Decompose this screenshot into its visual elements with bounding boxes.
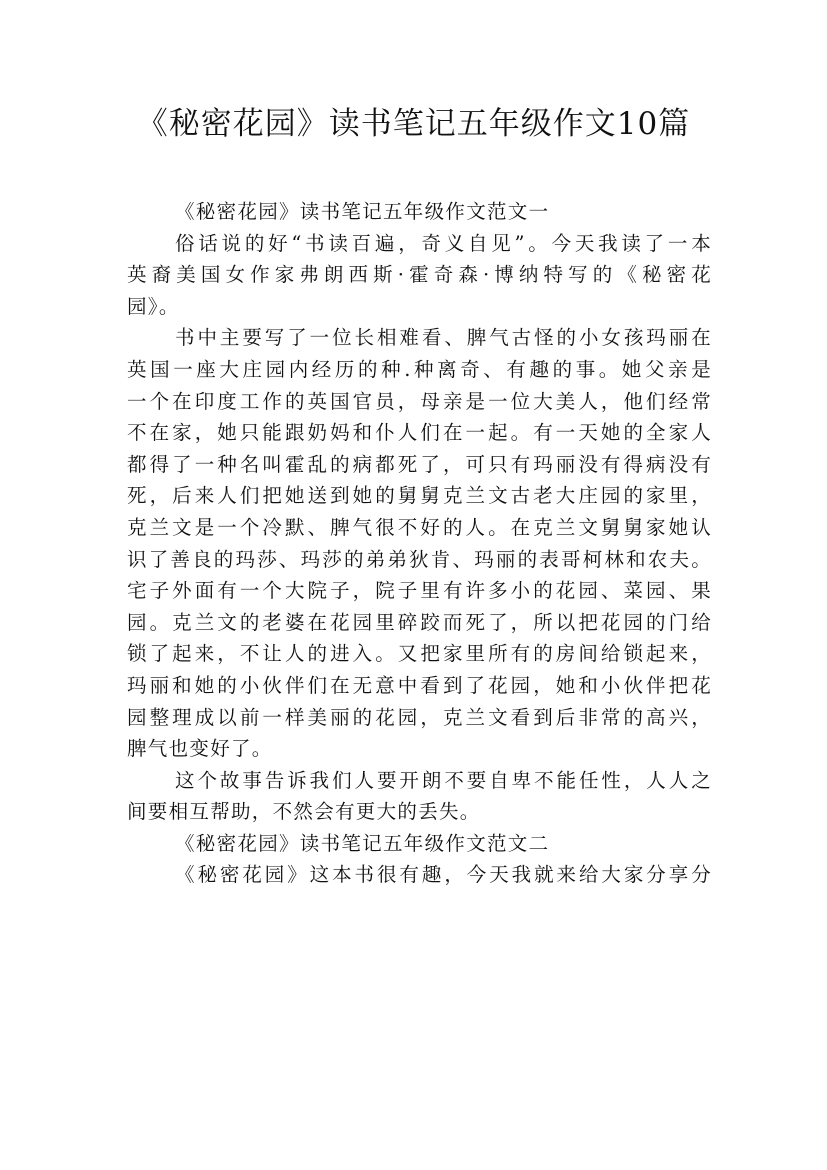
text-line: 园。克兰文的老婆在花园里碎跤而死了，所以把花园的门给 [127,610,712,634]
text-line: 俗话说的好“书读百遍，奇义自见”。今天我读了一本 [175,231,712,255]
text-line: 识了善良的玛莎、玛莎的弟弟狄肯、玛丽的表哥柯林和农夫。 [127,547,712,571]
text-line: 玛丽和她的小伙伴们在无意中看到了花园，她和小伙伴把花 [127,673,712,697]
text-line: 园》。 [127,294,180,318]
text-line: 这个故事告诉我们人要开朗不要自卑不能任性，人人之 [175,768,712,792]
section-heading: 《秘密花园》读书笔记五年级作文范文一 [175,200,550,223]
text-line: 间要相互帮助，不然会有更大的丢失。 [127,800,481,824]
text-line: 死，后来人们把她送到她的舅舅克兰文古老大庄园的家里， [127,484,712,508]
text-line: 宅子外面有一个大院子，院子里有许多小的花园、菜园、果 [127,579,712,603]
text-line: 脾气也变好了。 [127,737,273,761]
document-body [127,196,712,891]
text-line: 不在家，她只能跟奶妈和仆人们在一起。有一天她的全家人 [127,421,712,445]
text-line: 锁了起来，不让人的进入。又把家里所有的房间给锁起来， [127,642,712,666]
text-line: 都得了一种名叫霍乱的病都死了，可只有玛丽没有得病没有 [127,452,712,476]
text-line: 一个在印度工作的英国官员，母亲是一位大美人，他们经常 [127,389,712,413]
document-title: 《秘密花园》读书笔记五年级作文10篇 [136,106,691,142]
text-line: 英国一座大庄园内经历的种.种离奇、有趣的事。她父亲是 [127,357,712,381]
text-line: 《秘密花园》这本书很有趣，今天我就来给大家分享分 [175,863,712,887]
text-line: 书中主要写了一位长相难看、脾气古怪的小女孩玛丽在 [175,326,712,350]
text-line: 克兰文是一个冷默、脾气很不好的人。在克兰文舅舅家她认 [127,515,712,539]
text-line: 园整理成以前一样美丽的花园，克兰文看到后非常的高兴， [127,705,712,729]
section-heading: 《秘密花园》读书笔记五年级作文范文二 [175,831,550,855]
text-line: 英裔美国女作家弗朗西斯·霍奇森·博纳特写的《秘密花 [127,263,712,287]
